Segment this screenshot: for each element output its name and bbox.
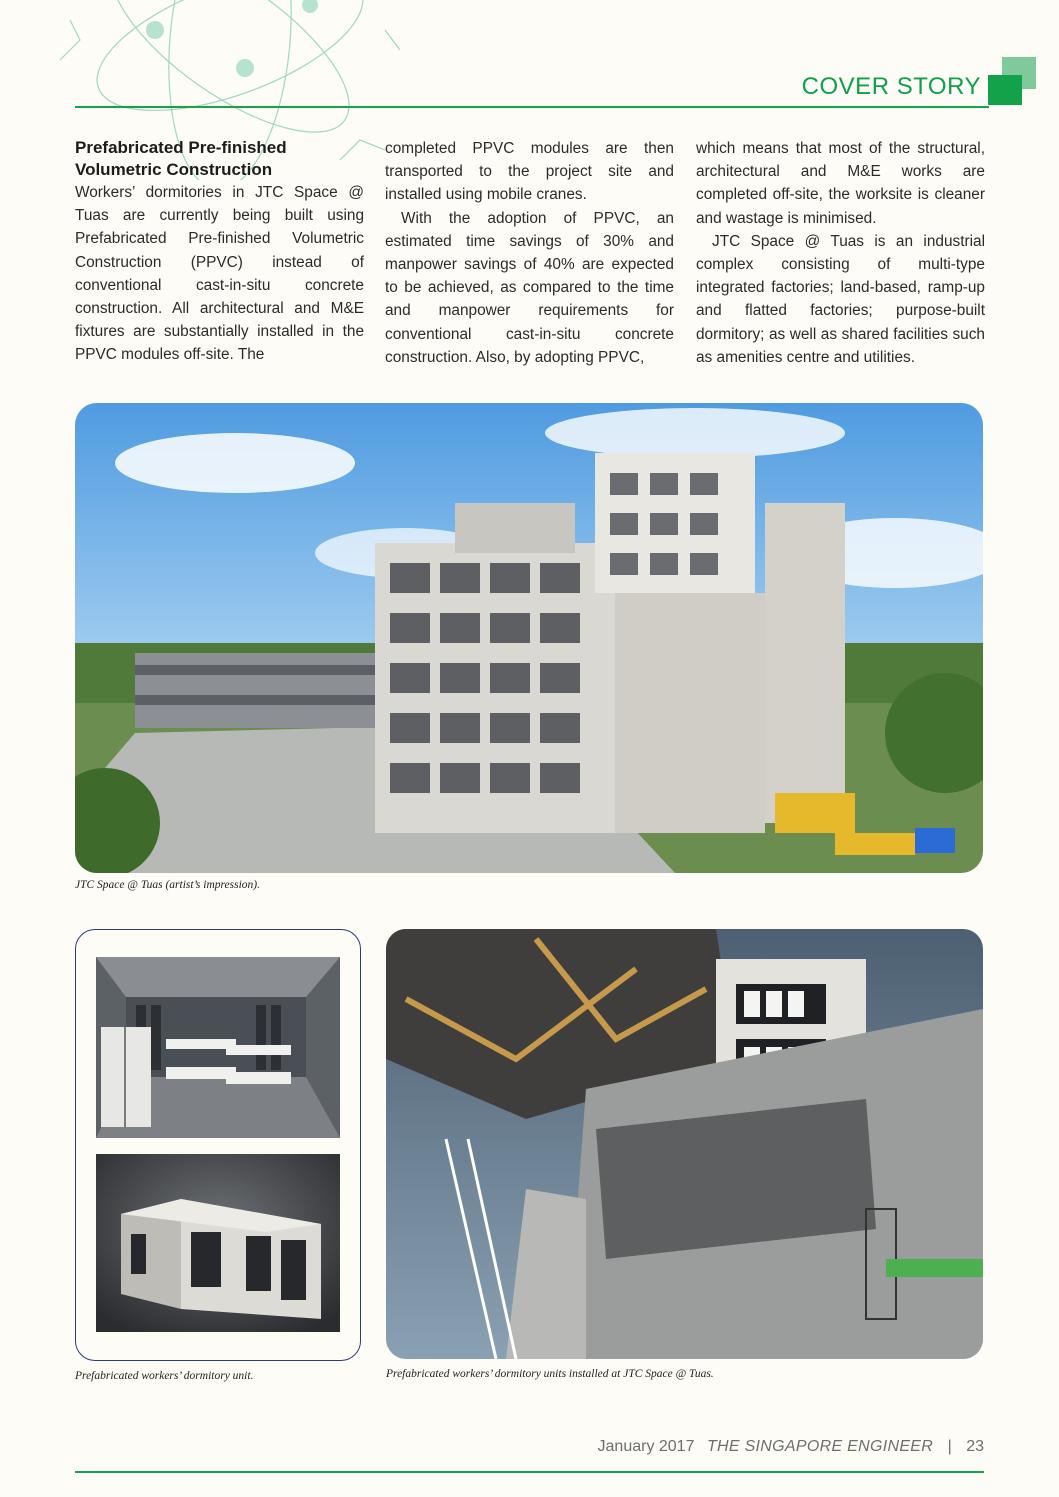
page-number: 23: [966, 1438, 984, 1455]
paragraph: With the adoption of PPVC, an estimated time savings of 30% and manpower savings of 40% are expected to be achieved, as compared to the time and manpower requirements for conventional cast-in-situ concrete construction. Also, by adopting PPVC,: [385, 209, 674, 366]
dormitory-interior-photo: [96, 957, 340, 1138]
footer-rule: [75, 1471, 984, 1473]
dormitory-module-exterior-photo: [96, 1154, 340, 1332]
paragraph: which means that most of the structural, architectural and M&E works are completed off-site, the worksite is cleaner and wastage is minimised.: [696, 140, 985, 227]
footer-separator: |: [947, 1438, 952, 1455]
issue-date: January 2017: [597, 1438, 695, 1455]
article-column-1: [75, 137, 364, 367]
article-column-2: [385, 137, 674, 369]
installed-units-photo: [386, 929, 983, 1359]
section-marker-squares: [988, 57, 1036, 105]
paragraph: Workers’ dormitories in JTC Space @ Tuas are currently being built using Prefabricated Pre-finished Volumetric Construction (PPVC) instead of conventional cast-in-situ concrete construction. All architectural and M&E fixtures are substantially installed in the PPVC modules off-site. The: [75, 184, 364, 364]
paragraph: completed PPVC modules are then transported to the project site and installed using mobile cranes.: [385, 140, 674, 204]
magazine-title: THE SINGAPORE ENGINEER: [706, 1438, 934, 1455]
header-rule: [75, 106, 989, 108]
unit-photo-caption: Prefabricated workers’ dormitory unit.: [75, 1370, 254, 1382]
building-rendering-photo: [75, 403, 983, 873]
installed-photo-caption: Prefabricated workers’ dormitory units installed at JTC Space @ Tuas.: [386, 1368, 714, 1380]
article-subhead: Prefabricated Pre-finished Volumetric Construction: [75, 138, 287, 179]
article-column-3: [696, 137, 985, 369]
main-photo-caption: JTC Space @ Tuas (artist’s impression).: [75, 879, 261, 891]
page-footer: [598, 1438, 984, 1456]
paragraph: JTC Space @ Tuas is an industrial complex consisting of multi-type integrated factories; land-based, ramp-up and flatted factories; purpose-built dormitory; as well as shared facilities such as amenities centre and utilities.: [696, 232, 985, 366]
section-label: COVER STORY: [801, 73, 981, 100]
